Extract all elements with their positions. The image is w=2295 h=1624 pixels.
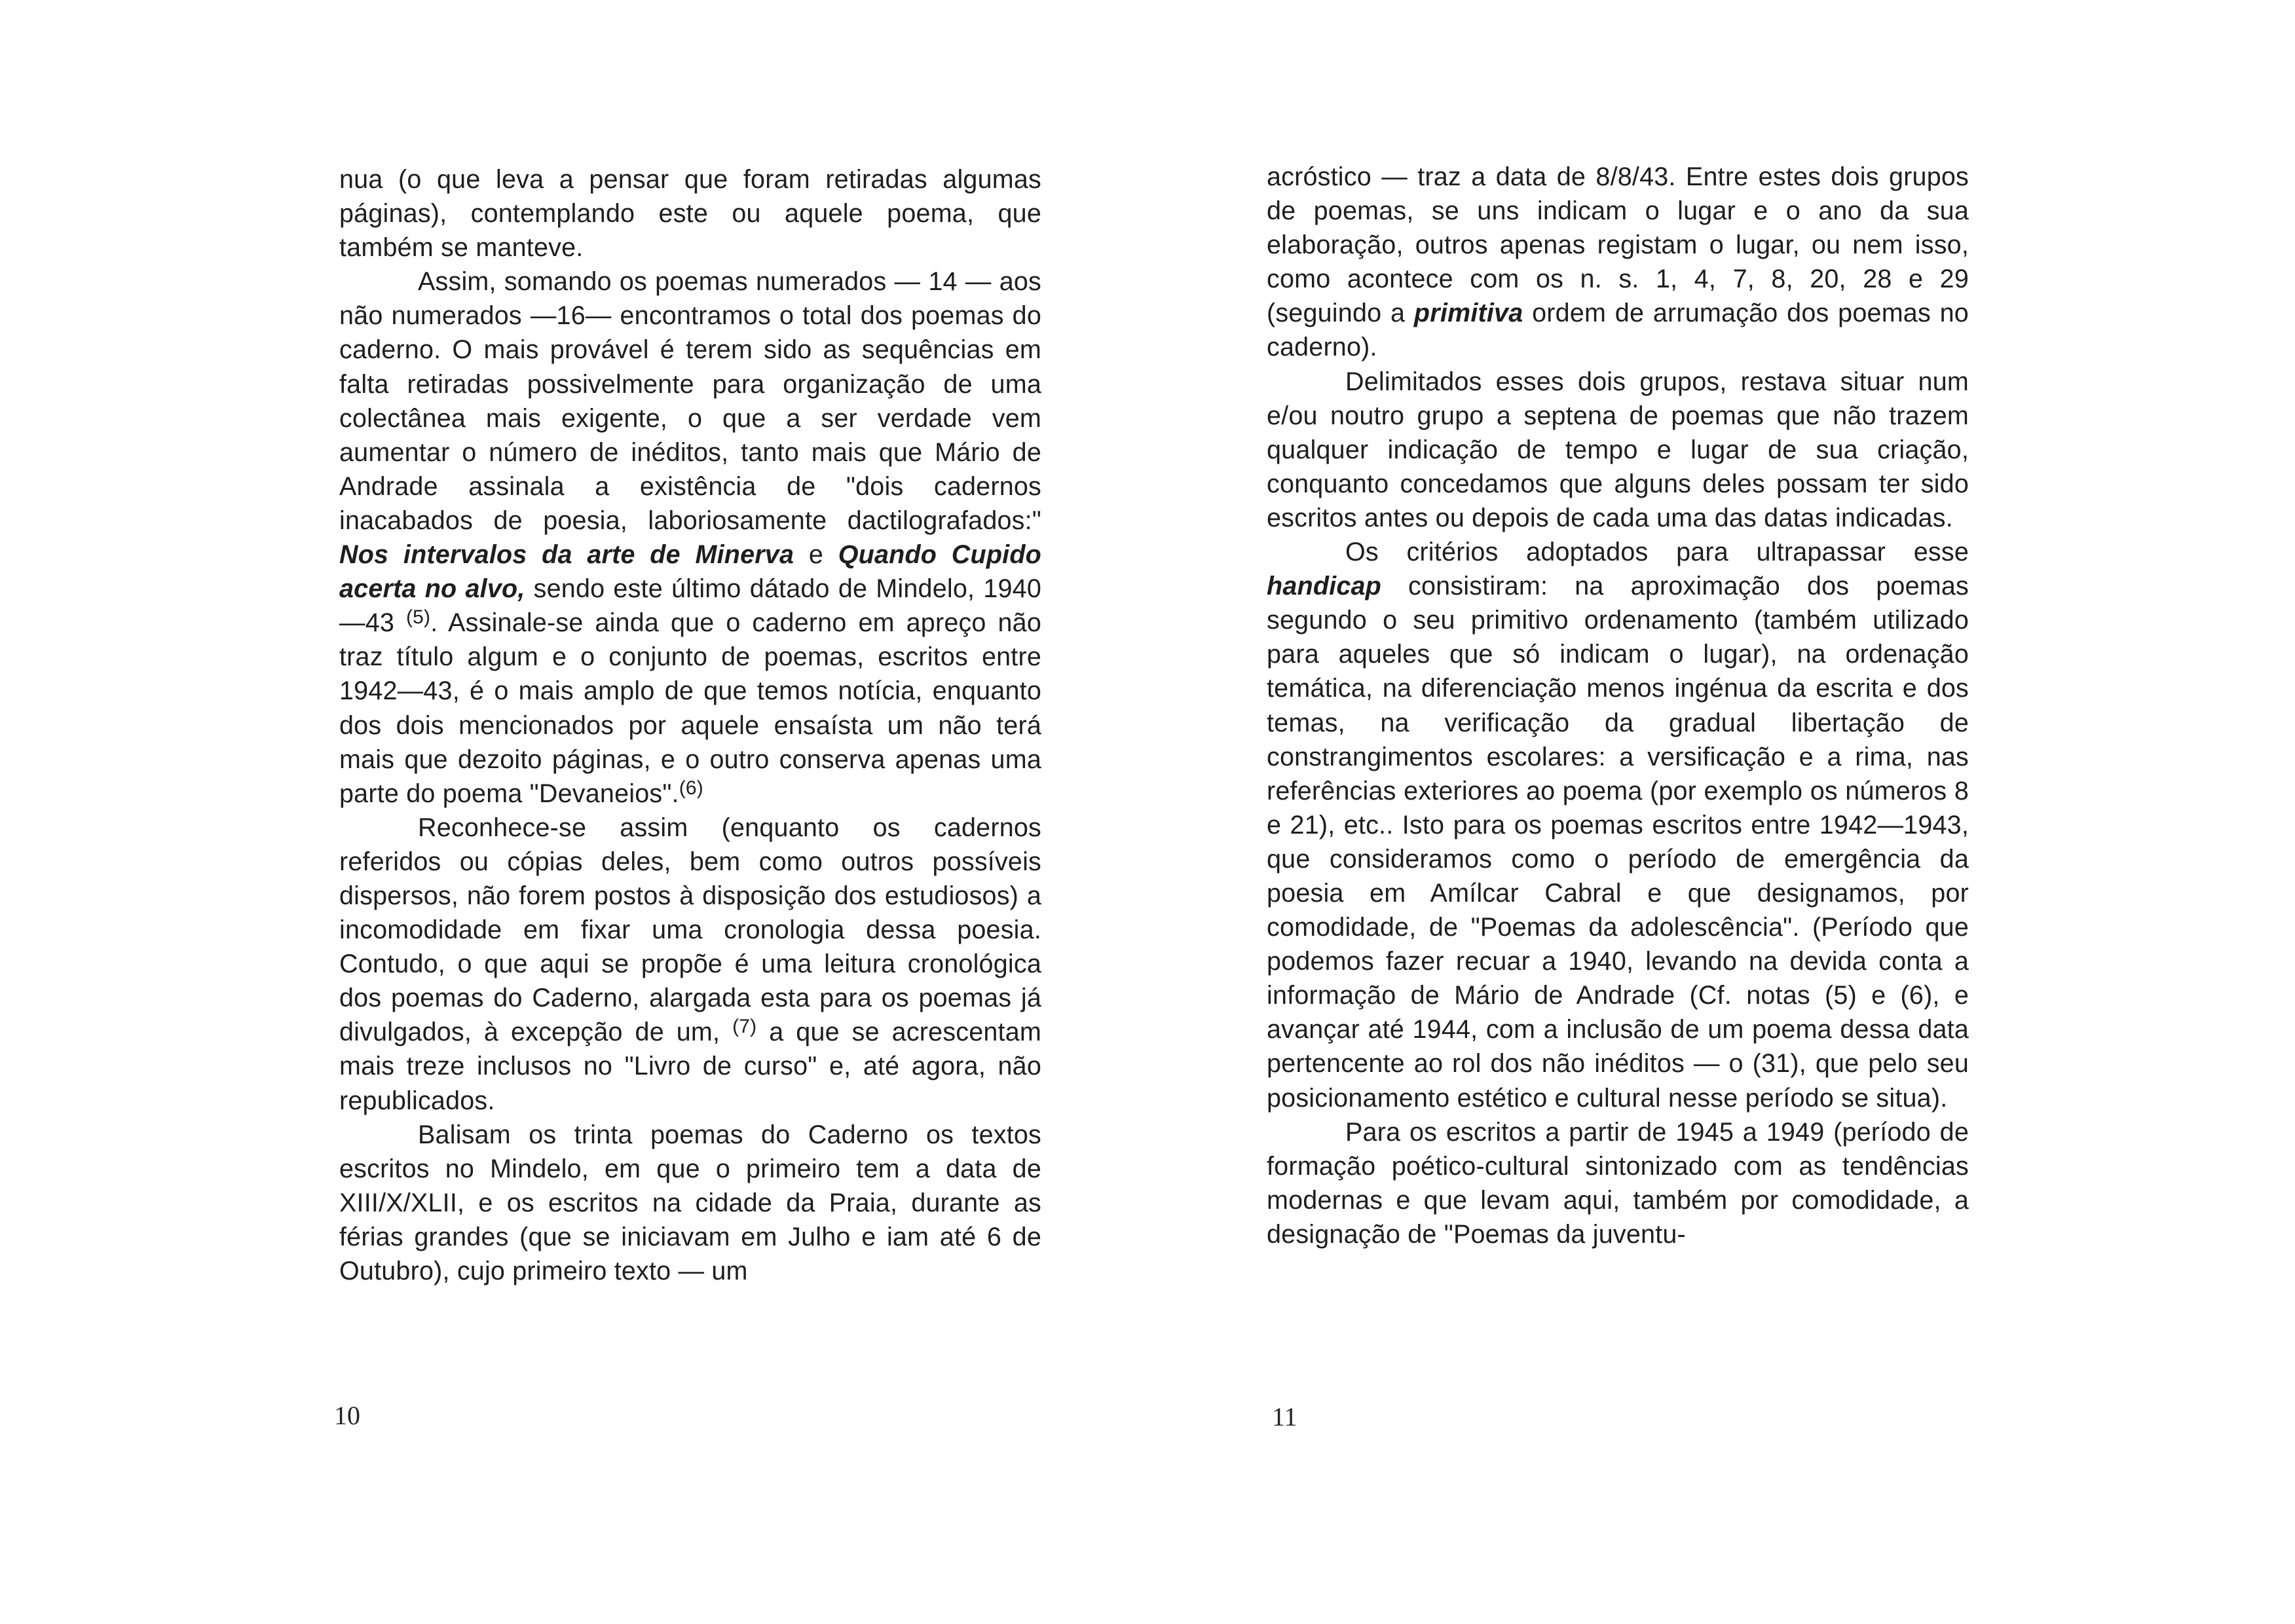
text-run: Assinale-se ainda que o caderno em apreço não traz título algum e o conjunto de poemas, escritos entre 1942—43, é o mais amplo de que temos notícia, enquanto dos dois mencionados por aquele ensaísta um não terá mais que dezoito páginas, e o outro conserva apenas uma parte do poema "Devaneios". — [339, 608, 1042, 808]
text-run: Assim, somando os poemas numerados — 14 — aos não numerados —16— encontramos o total dos poemas do caderno. O mais provável é terem sido as sequências em falta retiradas possivelmente para organização de uma colectânea mais exigente, o que a ser verdade vem aumentar o número de inéditos, tanto mais que Mário de Andrade assinala a existência de "dois cadernos inacabados de poesia, laboriosamente dactilografados:" — [339, 267, 1041, 535]
book-title: Quando Cupido acerta no alvo, — [339, 540, 1041, 604]
text-run: ordem de arrumação dos poemas no caderno). — [1267, 299, 1969, 362]
text-run: acróstico — traz a data de 8/8/43. Entre estes dois grupos de poemas, se uns indicam o lugar e o ano da sua elaboração, outros apenas registam o lugar, ou nem isso, como acontece com os n. s. 1, 4, 7, 8, 20, 28 e 29 (seguindo a — [1267, 162, 1969, 328]
page-number: 11 — [1272, 1402, 1297, 1431]
paragraph: nua (o que leva a pensar que foram retiradas algumas páginas), contemplando este ou aquele poema, que também se manteve. — [339, 165, 1041, 263]
emphasis: handicap — [1267, 572, 1381, 601]
text-run: Os critérios adoptados para ultrapassar esse — [1345, 538, 1969, 567]
right-text-column — [1267, 160, 1969, 1251]
page-number: 10 — [334, 1401, 360, 1430]
paragraph: Para os escritos a partir de 1945 a 1949 (período de formação poético-cultural sintonizado com as tendências modernas e que levam aqui, também por comodidade, a designação de "Poemas da juventu- — [1267, 1117, 1969, 1249]
paragraph — [1267, 535, 1969, 1115]
text-run: e — [808, 540, 824, 570]
paragraph: Assim, somando os poemas numerados — 14 — aos não numerados —16— encontramos o total dos poemas do caderno. O mais provável é terem sido as sequências em falta retiradas possivelmente para organização de uma colectânea mais exigente, o que a ser verdade vem aumentar o número de inéditos, tanto mais que Mário de Andrade assinala a existência de "dois cadernos inacabados de poesia, laboriosamente dactilografados:" Nos intervalos da arte de Minerva e Quando Cupido acerta no alvo, sendo este último dátado de Mindelo, 1940—43 $^{(5)}$. Assinale-se ainda que o caderno em apreço não traz título algum e o conjunto de poemas, escritos entre 1942—43, é o mais amplo de que temos notícia, enquanto dos dois mencionados por aquele ensaísta um não terá mais que dezoito páginas, e o outro conserva apenas uma parte do poema "Devaneios".$^{(6)}$ — [339, 267, 1042, 808]
paragraph: Delimitados esses dois grupos, restava situar num e/ou noutro grupo a septena de poemas que não trazem qualquer indicação de tempo e lugar de sua criação, conquanto concedamos que alguns deles possam ter sido escritos antes ou depois de cada uma das datas indicadas. — [1267, 367, 1969, 532]
paragraph: Balisam os trinta poemas do Caderno os textos escritos no Mindelo, em que o primeiro tem a data de XIII/X/XLII, e os escritos na cidade da Praia, durante as férias grandes (que se iniciavam em Julho e iam até 6 de Outubro), cujo primeiro texto — um — [339, 1120, 1041, 1285]
text-run: consistiram: na aproximação dos poemas segundo o seu primitivo ordenamento (também utilizado para aqueles que só indicam o lugar), na ordenação temática, na diferenciação menos ingénua da escrita e dos temas, na verificação da gradual libertação de constrangimentos escolares: a versificação e a rima, nas referências exteriores ao poema (por exemplo os números 8 e 21), etc.. Isto para os poemas escritos entre 1942—1943, que consideramos como o período de emergência da poesia em Amílcar Cabral e que designamos, por comodidade, de "Poemas da adolescência". (Período que podemos fazer recuar a 1940, levando na devida conta a informação de Mário de Andrade (Cf. notas (5) e (6), e avançar até 1944, com a inclusão de um poema dessa data pertencente ao rol dos não inéditos — o (31), que pelo seu posicionamento estético e cultural nesse período se situa). — [1267, 572, 1969, 1113]
text-run: a que se acrescentam mais treze inclusos no "Livro de curso" e, até agora, não republicados. — [339, 1018, 1041, 1115]
footnote-ref: (5) — [405, 606, 431, 629]
left-text-column — [339, 162, 1041, 1288]
footnote-ref: (7) — [732, 1016, 757, 1038]
text-run: sendo este último dátado de Mindelo, 1940—43 — [339, 574, 1041, 638]
book-title: Nos intervalos da arte de Minerva — [339, 540, 794, 570]
emphasis: primitiva — [1413, 299, 1523, 328]
paragraph — [339, 811, 1041, 1118]
right-page — [1148, 0, 2295, 1624]
text-run: Reconhece-se assim (enquanto os cadernos referidos ou cópias deles, bem como outros possíveis dispersos, não forem postos à disposição dos estudiosos) a incomodidade em fixar uma cronologia dessa poesia. Contudo, o que aqui se propõe é uma leitura cronológica dos poemas do Caderno, alargada esta para os poemas já divulgados, à excepção de um, — [339, 813, 1041, 1047]
paragraph — [1267, 160, 1969, 365]
footnote-ref: (6) — [679, 777, 703, 799]
